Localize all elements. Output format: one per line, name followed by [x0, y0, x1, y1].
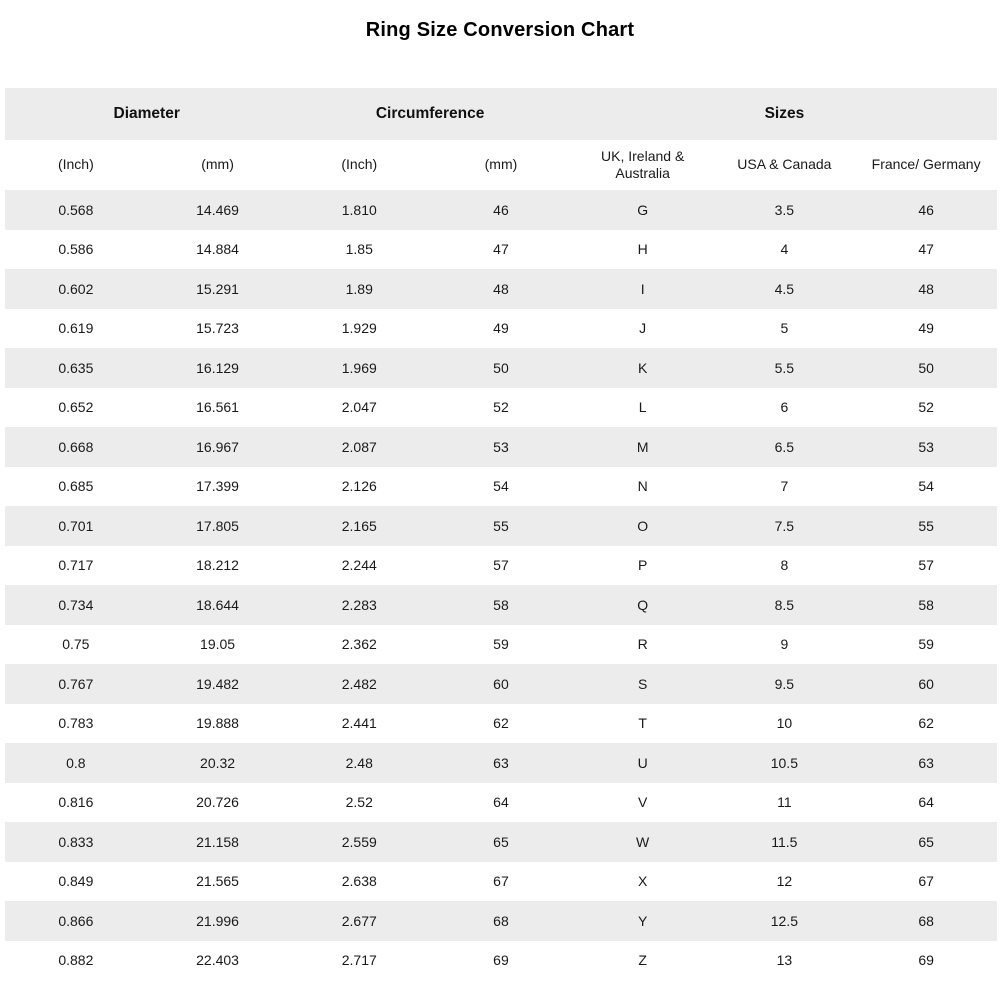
table-row	[5, 862, 997, 902]
cell: 2.717	[341, 952, 377, 969]
cell: 2.362	[341, 636, 377, 653]
group-header-diameter: Diameter	[5, 88, 288, 140]
cell: 17.399	[196, 478, 239, 495]
cell: 2.047	[341, 399, 377, 416]
table-row	[5, 546, 997, 586]
group-header-circumference: Circumference	[288, 88, 571, 140]
cell: 2.638	[341, 873, 377, 890]
cell: 46	[855, 190, 997, 230]
cell: 18.212	[196, 557, 239, 574]
cell: 49	[493, 320, 509, 337]
cell: 0.816	[58, 794, 94, 811]
cell: 20.726	[196, 794, 239, 811]
cell: 2.441	[341, 715, 377, 732]
cell: 65	[430, 822, 572, 862]
cell: 7.5	[714, 506, 856, 546]
cell: 0.602	[5, 269, 147, 309]
column-header-uk-ireland-australia: UK, Ireland & Australia	[572, 140, 714, 190]
table-row	[5, 230, 997, 270]
cell: 54	[918, 478, 934, 495]
table-row	[5, 625, 997, 665]
cell: 2.48	[288, 743, 430, 783]
cell: 62	[493, 715, 509, 732]
cell: 14.469	[147, 190, 289, 230]
cell: 52	[493, 399, 509, 416]
cell: 16.129	[147, 348, 289, 388]
cell: 0.685	[58, 478, 94, 495]
cell: J	[639, 320, 647, 337]
cell: 46	[430, 190, 572, 230]
table-row	[5, 348, 997, 388]
cell: 21.565	[196, 873, 239, 890]
cell: 67	[493, 873, 509, 890]
cell: 19.888	[196, 715, 239, 732]
cell: 50	[430, 348, 572, 388]
cell: 21.996	[147, 901, 289, 941]
table-body	[5, 190, 997, 980]
cell: 0.783	[58, 715, 94, 732]
cell: 57	[918, 557, 934, 574]
cell: 0.8	[5, 743, 147, 783]
table-row	[5, 585, 997, 625]
cell: 12	[776, 873, 793, 890]
cell: 52	[918, 399, 934, 416]
column-header-mm: (mm)	[430, 140, 572, 190]
cell: 64	[918, 794, 934, 811]
table-row	[5, 190, 997, 230]
cell: 0.568	[5, 190, 147, 230]
cell: 10.5	[714, 743, 856, 783]
table-row	[5, 822, 997, 862]
table-row	[5, 704, 997, 744]
cell: 69	[493, 952, 509, 969]
cell: 2.482	[288, 664, 430, 704]
column-header-mm: (mm)	[147, 140, 289, 190]
cell: 11	[777, 794, 792, 811]
column-header-france-germany: France/ Germany	[855, 140, 997, 190]
cell: 6.5	[714, 427, 856, 467]
cell: 6	[780, 399, 789, 416]
cell: 9.5	[714, 664, 856, 704]
cell: 1.89	[288, 269, 430, 309]
cell: 53	[855, 427, 997, 467]
cell: 0.652	[58, 399, 94, 416]
cell: L	[638, 399, 647, 416]
cell: 3.5	[714, 190, 856, 230]
cell: 4	[780, 241, 789, 258]
cell: 2.244	[341, 557, 377, 574]
cell: 12.5	[714, 901, 856, 941]
table-row	[5, 901, 997, 941]
cell: 1.929	[341, 320, 377, 337]
column-header-inch: (Inch)	[5, 140, 147, 190]
cell: N	[637, 478, 648, 495]
table-header	[5, 88, 997, 190]
cell: 60	[855, 664, 997, 704]
cell: 0.586	[58, 241, 94, 258]
table-row	[5, 309, 997, 349]
group-header-sizes: Sizes	[572, 88, 997, 140]
cell: 0.866	[5, 901, 147, 941]
cell: 0.734	[5, 585, 147, 625]
table-row	[5, 743, 997, 783]
cell: 11.5	[714, 822, 856, 862]
cell: O	[572, 506, 714, 546]
page-title: Ring Size Conversion Chart	[365, 19, 635, 41]
cell: 67	[918, 873, 934, 890]
column-header-usa-canada: USA & Canada	[714, 140, 856, 190]
cell: 16.561	[196, 399, 239, 416]
cell: 58	[855, 585, 997, 625]
cell: 8	[780, 557, 789, 574]
cell: T	[638, 715, 647, 732]
cell: R	[637, 636, 648, 653]
cell: 50	[855, 348, 997, 388]
cell: 58	[430, 585, 572, 625]
table-row	[5, 664, 997, 704]
cell: 1.85	[345, 241, 373, 258]
cell: 2.087	[288, 427, 430, 467]
cell: 2.126	[341, 478, 377, 495]
cell: I	[572, 269, 714, 309]
cell: 0.668	[5, 427, 147, 467]
cell: 16.967	[147, 427, 289, 467]
cell: 60	[430, 664, 572, 704]
cell: Q	[572, 585, 714, 625]
cell: 2.283	[288, 585, 430, 625]
cell: 59	[493, 636, 509, 653]
table-row	[5, 467, 997, 507]
cell: 0.882	[58, 952, 94, 969]
cell: 5	[780, 320, 789, 337]
cell: 63	[855, 743, 997, 783]
cell: 0.701	[5, 506, 147, 546]
cell: Y	[572, 901, 714, 941]
cell: 22.403	[196, 952, 239, 969]
cell: 0.849	[58, 873, 94, 890]
cell: 2.677	[288, 901, 430, 941]
cell: 55	[855, 506, 997, 546]
cell: 47	[493, 241, 509, 258]
cell: K	[572, 348, 714, 388]
cell: M	[572, 427, 714, 467]
cell: 57	[493, 557, 509, 574]
cell: 8.5	[714, 585, 856, 625]
cell: 2.165	[288, 506, 430, 546]
cell: 62	[918, 715, 934, 732]
cell: 1.969	[288, 348, 430, 388]
cell: 2.559	[288, 822, 430, 862]
cell: 0.717	[58, 557, 94, 574]
cell: Z	[638, 952, 647, 969]
cell: 48	[855, 269, 997, 309]
cell: 55	[430, 506, 572, 546]
cell: 0.833	[5, 822, 147, 862]
cell: 63	[430, 743, 572, 783]
cell: U	[572, 743, 714, 783]
cell: X	[637, 873, 648, 890]
cell: 19.482	[147, 664, 289, 704]
table-row	[5, 941, 997, 981]
cell: 17.805	[147, 506, 289, 546]
cell: 0.619	[58, 320, 94, 337]
cell: 48	[430, 269, 572, 309]
column-header-inch: (Inch)	[288, 140, 430, 190]
cell: 7	[780, 478, 789, 495]
cell: 15.291	[147, 269, 289, 309]
table-row	[5, 269, 997, 309]
cell: 65	[855, 822, 997, 862]
cell: 69	[918, 952, 934, 969]
cell: 0.767	[5, 664, 147, 704]
cell: S	[572, 664, 714, 704]
table-row	[5, 427, 997, 467]
cell: 59	[918, 636, 934, 653]
cell: 53	[430, 427, 572, 467]
table-row	[5, 506, 997, 546]
cell: 19.05	[200, 636, 236, 653]
ring-size-conversion-table	[5, 88, 997, 980]
cell: 47	[918, 241, 934, 258]
cell: H	[637, 241, 648, 258]
cell: 68	[855, 901, 997, 941]
cell: 1.810	[288, 190, 430, 230]
cell: 14.884	[196, 241, 239, 258]
group-header-row	[5, 88, 997, 140]
cell: 20.32	[147, 743, 289, 783]
table-row	[5, 783, 997, 823]
cell: P	[637, 557, 648, 574]
cell: 0.635	[5, 348, 147, 388]
cell: 5.5	[714, 348, 856, 388]
cell: 54	[493, 478, 509, 495]
cell: G	[572, 190, 714, 230]
column-header-row	[5, 140, 997, 190]
cell: 15.723	[196, 320, 239, 337]
cell: 21.158	[147, 822, 289, 862]
cell: 9	[780, 636, 789, 653]
cell: 4.5	[714, 269, 856, 309]
cell: 10	[776, 715, 793, 732]
cell: 64	[493, 794, 509, 811]
cell: 49	[918, 320, 934, 337]
cell: W	[572, 822, 714, 862]
cell: 0.75	[62, 636, 90, 653]
cell: 68	[430, 901, 572, 941]
cell: 2.52	[345, 794, 373, 811]
table-row	[5, 388, 997, 428]
cell: V	[637, 794, 648, 811]
cell: 13	[776, 952, 793, 969]
cell: 18.644	[147, 585, 289, 625]
